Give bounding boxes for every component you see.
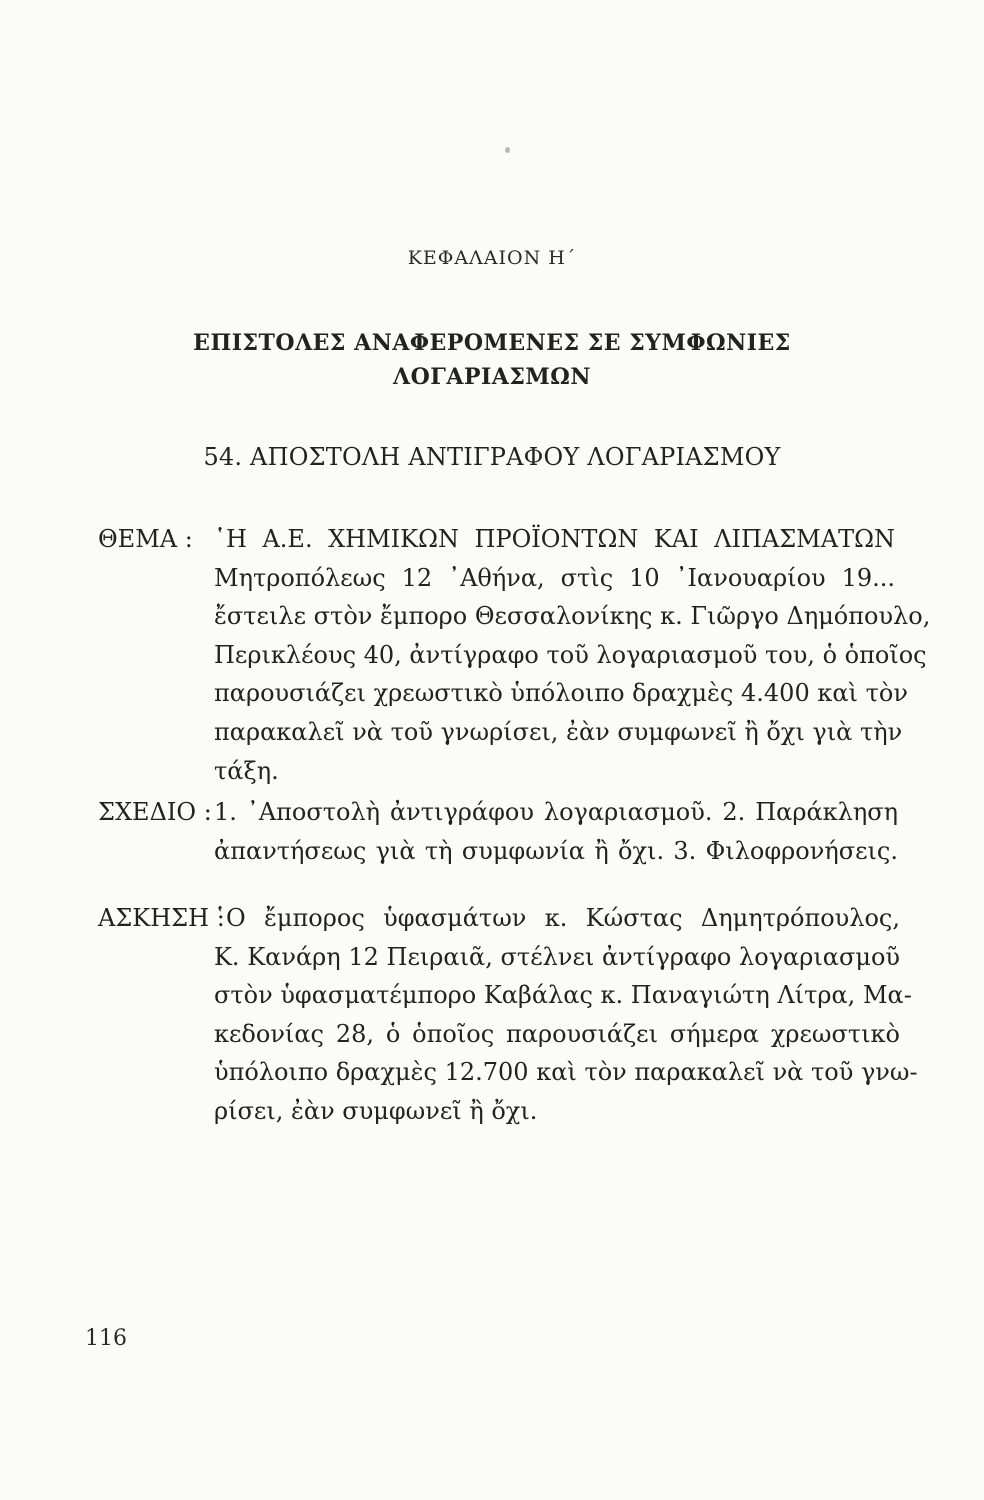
chapter-label: ΚΕΦΑΛΑΙΟΝ Η΄ — [407, 247, 577, 269]
section-heading: 54. ΑΠΟΣΤΟΛΗ ΑΝΤΙΓΡΑΦΟΥ ΛΟΓΑΡΙΑΣΜΟΥ — [203, 443, 781, 471]
askisi-section — [98, 899, 918, 1139]
thema-label: ΘΕΜΑ : — [98, 525, 193, 553]
askisi-label: ΑΣΚΗΣΗ : — [98, 904, 225, 932]
askisi-line: κεδονίας 28, ὁ ὁποῖος παρουσιάζει σήμερα χρεωστικὸ — [214, 1019, 900, 1048]
askisi-line: ῾Ο ἔμπορος ὑφασμάτων κ. Κώστας Δημητρόπουλος, — [214, 904, 900, 932]
schedio-text — [214, 793, 898, 870]
askisi-line: Κ. Κανάρη 12 Πειραιᾶ, στέλνει ἀντίγραφο λογαριασμοῦ — [214, 942, 900, 971]
thema-line: τάξη. — [214, 756, 279, 785]
page-number: 116 — [85, 1326, 127, 1351]
askisi-line: ρίσει, ἐὰν συμφωνεῖ ἢ ὄχι. — [214, 1096, 538, 1125]
schedio-label: ΣΧΕΔΙΟ : — [98, 798, 212, 826]
askisi-text — [214, 899, 918, 1131]
main-title-line-2: ΛΟΓΑΡΙΑΣΜΩΝ — [393, 364, 591, 390]
thema-line: Μητροπόλεως 12 ᾿Αθήνα, στὶς 10 ᾿Ιανουαρίου 19... — [214, 563, 895, 592]
thema-line: παρακαλεῖ νὰ τοῦ γνωρίσει, ἐὰν συμφωνεῖ ἢ ὄχι γιὰ τὴν — [214, 717, 903, 746]
main-title — [0, 326, 984, 394]
thema-text — [214, 520, 931, 790]
schedio-line: ἀπαντήσεως γιὰ τὴ συμφωνία ἢ ὄχι. 3. Φιλοφρονήσεις. — [214, 836, 898, 865]
thema-line: Περικλέους 40, ἀντίγραφο τοῦ λογαριασμοῦ του, ὁ ὁποῖος — [214, 640, 927, 669]
thema-section — [98, 520, 931, 800]
thema-line: παρουσιάζει χρεωστικὸ ὑπόλοιπο δραχμὲς 4.400 καὶ τὸν — [214, 679, 908, 708]
schedio-line: 1. ᾿Αποστολὴ ἀντιγράφου λογαριασμοῦ. 2. Παράκληση — [214, 798, 898, 826]
speck-mark — [505, 147, 510, 153]
schedio-section — [98, 793, 898, 873]
askisi-line: στὸν ὑφασματέμπορο Καβάλας κ. Παναγιώτη Λίτρα, Μα- — [214, 981, 912, 1010]
thema-line: ἔστειλε στὸν ἔμπορο Θεσσαλονίκης κ. Γιῶργο Δημόπουλο, — [214, 602, 931, 631]
thema-line: ῾Η Α.Ε. ΧΗΜΙΚΩΝ ΠΡΟΪΟΝΤΩΝ ΚΑΙ ΛΙΠΑΣΜΑΤΩΝ — [214, 525, 895, 553]
askisi-line: ὑπόλοιπο δραχμὲς 12.700 καὶ τὸν παρακαλεῖ νὰ τοῦ γνω- — [214, 1058, 918, 1087]
main-title-line-1: ΕΠΙΣΤΟΛΕΣ ΑΝΑΦΕΡΟΜΕΝΕΣ ΣΕ ΣΥΜΦΩΝΙΕΣ — [193, 330, 791, 356]
